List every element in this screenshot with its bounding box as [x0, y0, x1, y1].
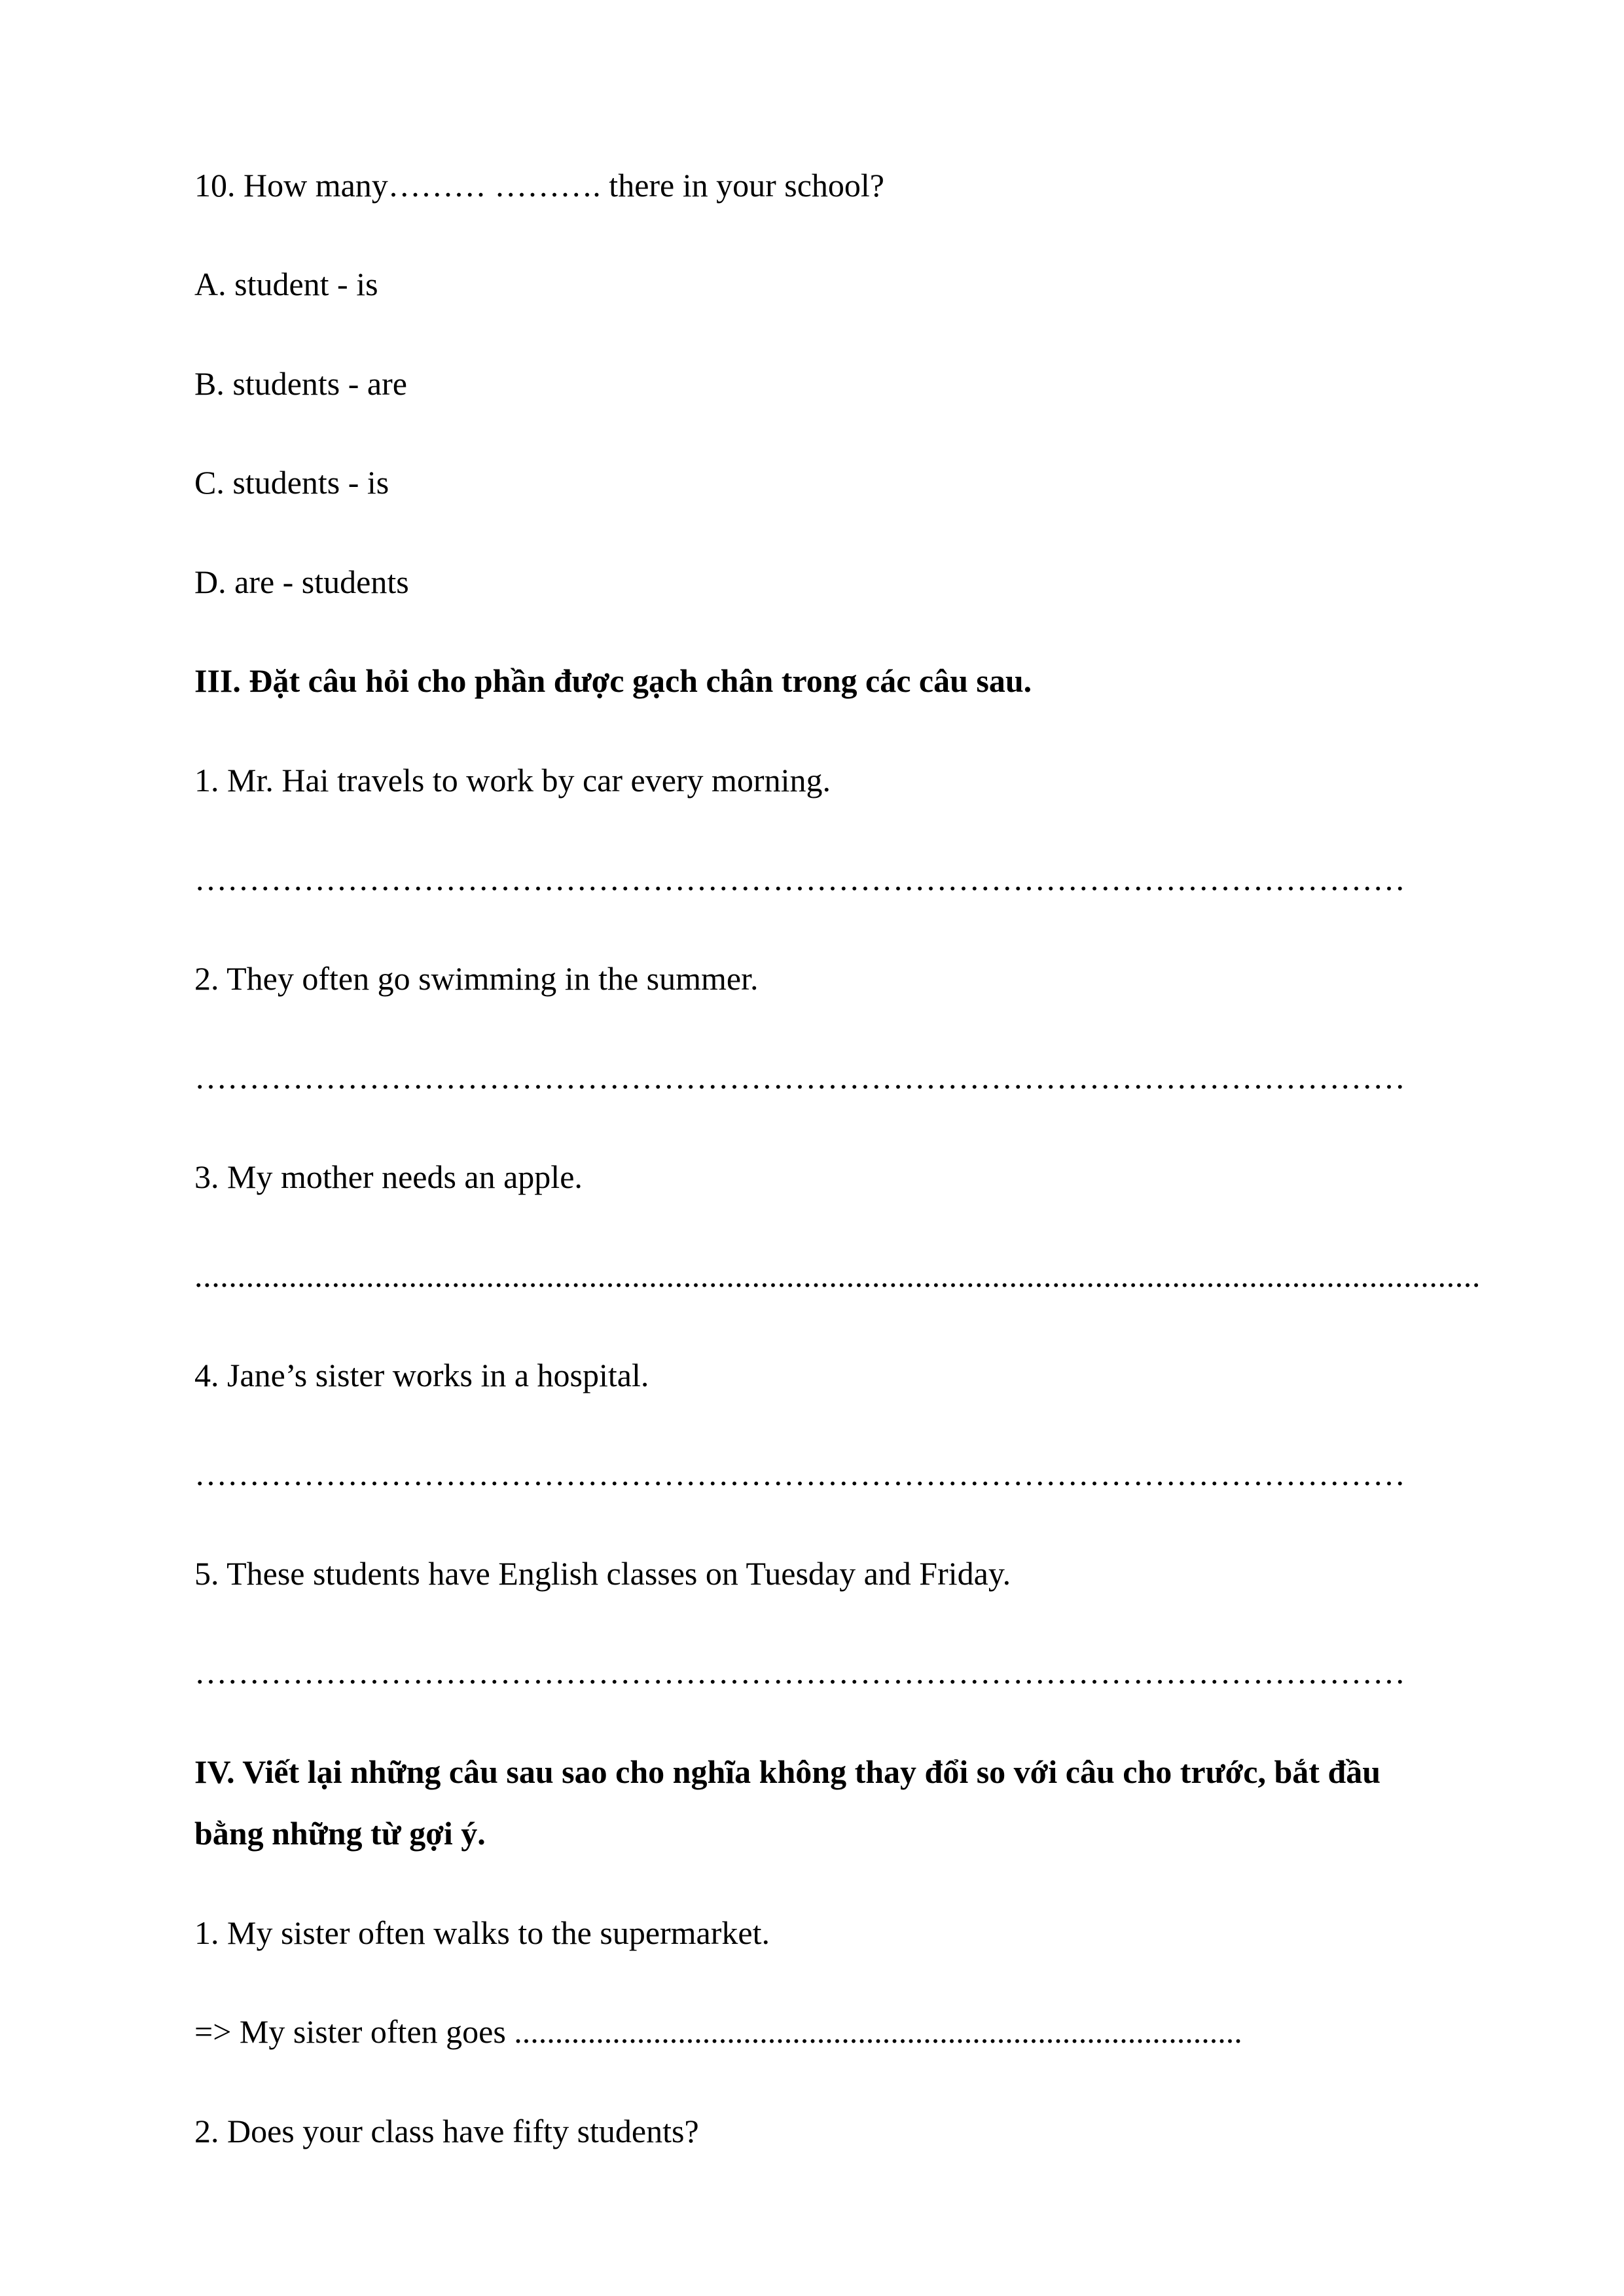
- option-a: A. student - is: [194, 266, 378, 302]
- section-3-item-3: 3. My mother needs an apple.: [194, 1158, 583, 1195]
- section-3-item-2: 2. They often go swimming in the summer.: [194, 960, 759, 997]
- section-3-heading: III. Đặt câu hỏi cho phần được gạch chân trong các câu sau.: [194, 662, 1032, 699]
- option-b: B. students - are: [194, 365, 407, 402]
- section-4-heading-line-2: bằng những từ gợi ý.: [194, 1815, 486, 1852]
- answer-line-1: …………………………………………………………………………………………………: [194, 861, 1405, 897]
- section-4-item-1: 1. My sister often walks to the supermarket.: [194, 1914, 770, 1951]
- answer-line-4: …………………………………………………………………………………………………: [194, 1456, 1405, 1492]
- section-3-item-1: 1. Mr. Hai travels to work by car every morning.: [194, 762, 831, 798]
- answer-line-2: …………………………………………………………………………………………………: [194, 1059, 1405, 1096]
- answer-line-3: ......................................................................................................................................................: [194, 1257, 1481, 1294]
- question-10: 10. How many……… ………. there in your school?: [194, 167, 885, 204]
- section-4-answer-1: => My sister often goes .........................................................................................: [194, 2013, 1242, 2050]
- answer-line-5: …………………………………………………………………………………………………: [194, 1654, 1405, 1691]
- section-4-heading-line-1: IV. Viết lại những câu sau sao cho nghĩa không thay đổi so với câu cho trước, bắt đầu: [194, 1753, 1381, 1790]
- section-3-item-4: 4. Jane’s sister works in a hospital.: [194, 1357, 649, 1393]
- option-c: C. students - is: [194, 464, 389, 501]
- section-3-item-5: 5. These students have English classes on Tuesday and Friday.: [194, 1555, 1011, 1592]
- option-d: D. are - students: [194, 564, 409, 600]
- section-4-item-2: 2. Does your class have fifty students?: [194, 2113, 699, 2149]
